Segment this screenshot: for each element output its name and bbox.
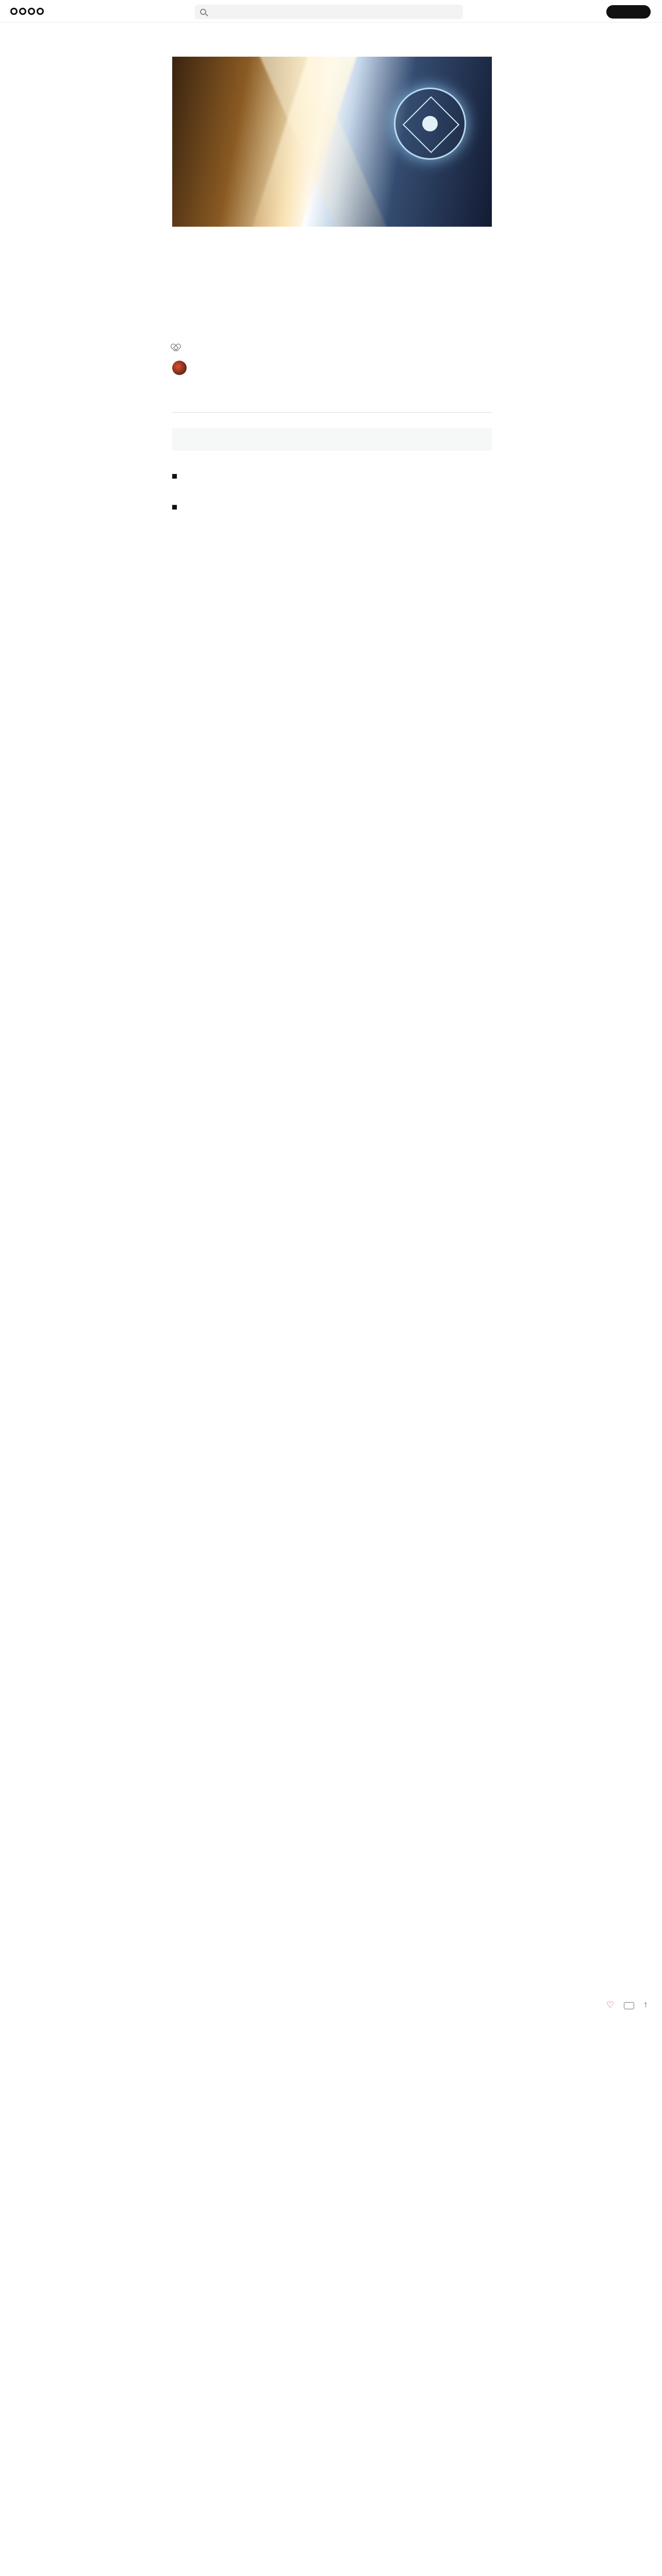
login-button[interactable] bbox=[561, 6, 597, 18]
comment-button[interactable] bbox=[624, 2002, 634, 2009]
byline bbox=[172, 361, 191, 375]
search-box[interactable] bbox=[195, 5, 463, 19]
signup-button[interactable] bbox=[606, 5, 651, 19]
divider bbox=[172, 412, 492, 413]
hero-image bbox=[172, 57, 492, 227]
share-button[interactable] bbox=[641, 2001, 652, 2010]
floating-actions bbox=[606, 2001, 652, 2010]
section-2-heading bbox=[172, 500, 492, 513]
avatar[interactable] bbox=[172, 361, 187, 375]
like-button[interactable] bbox=[606, 2001, 617, 2010]
section-1-heading bbox=[172, 469, 492, 482]
quote-box bbox=[172, 428, 492, 451]
search-icon bbox=[200, 9, 206, 15]
note-logo[interactable] bbox=[10, 6, 60, 17]
top-bar bbox=[0, 0, 662, 23]
article-body bbox=[172, 407, 492, 520]
search-input[interactable] bbox=[210, 8, 448, 15]
like-icon[interactable] bbox=[172, 344, 179, 351]
mandala-illustration bbox=[394, 88, 466, 160]
